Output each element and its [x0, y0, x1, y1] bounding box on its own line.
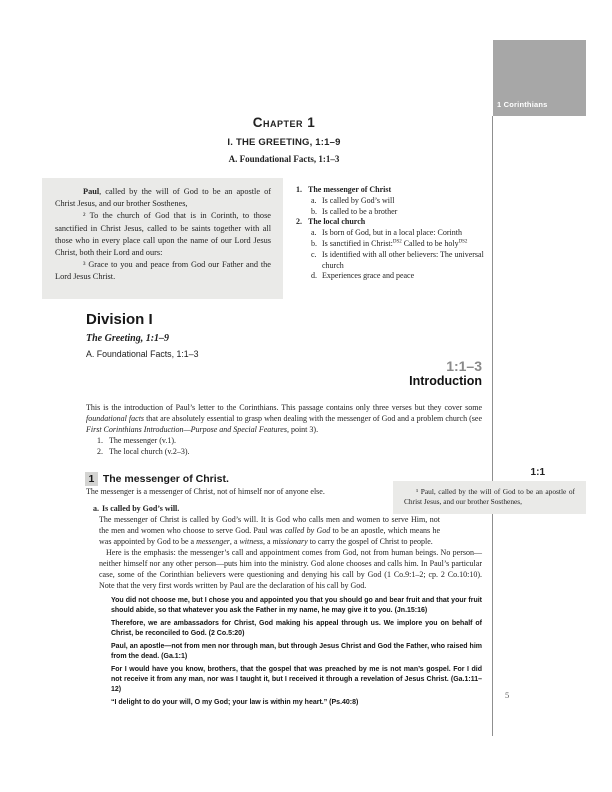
commentary-paragraph-1: The messenger of Christ is called by God’s will. It is God who calls men and women to serve Him, not the men and women who choose to serve God. Paul was called by God to be an apostle, which means he was appointed by God to be a messenger, a witness, a missionary to carry the gospel of Christ to people.	[99, 514, 482, 547]
outline-item: b. Is sanctified in Christ:$^{DS2}$ Called to be holy$^{DS2}$	[311, 238, 468, 248]
scripture-verse-2: ² To the church of God that is in Corinth, to those sanctified in Christ Jesus, called to be saints together with all those who in every place call upon the name of our Lord Jesus Christ, both their Lord and ours:	[55, 211, 271, 258]
point-title: The messenger of Christ.	[102, 473, 229, 485]
subpoint-a-body	[99, 514, 482, 708]
margin-verse-box: ¹ Paul, called by the will of God to be an apostle of Christ Jesus, and our brother Sosthenes,	[393, 481, 586, 514]
division-title: Division I	[86, 311, 153, 328]
division-outline-line: A. Foundational Facts, 1:1–3	[86, 349, 199, 359]
outline-item: a. Is born of God, but in a local place: Corinth	[311, 228, 462, 238]
division-block	[86, 311, 198, 359]
outline-item: a. Is called by God’s will	[311, 195, 395, 205]
scripture-verse-1: Paul, called by the will of God to be an apostle of Christ Jesus, and our brother Sosthenes,	[55, 187, 271, 209]
quote: “I delight to do your will, O my God; your law is within my heart.” (Ps.40:8)	[111, 699, 359, 706]
passage-outline	[296, 185, 484, 282]
quote: For I would have you know, brothers, that the gospel that was preached by me is not man’s gospel. For I did not receive it from any man, nor was I taught it, but I received it through a revelation of Jesus Christ. (Ga.1:11–12)	[111, 666, 482, 693]
outline-item: b. Is called to be a brother	[311, 206, 398, 216]
outline-item: 1. The messenger of Christ	[296, 185, 392, 194]
passage-reference: 1:1–3	[446, 358, 482, 374]
column-rule	[492, 116, 493, 736]
chapter-title: Chapter 1	[252, 115, 316, 130]
introduction-heading	[86, 359, 482, 388]
subpoint-a-heading: a. Is called by God’s will.	[93, 504, 180, 513]
outline-item: c. Is identified with all other believers: The universal church	[311, 249, 484, 270]
scripture-quotes	[111, 596, 482, 708]
page-number: 5	[505, 690, 510, 700]
point-number-badge: 1	[85, 472, 98, 486]
text-wrap-spacer	[440, 514, 482, 536]
outline-item: d. Experiences grace and peace	[311, 271, 415, 281]
outline-item: 2. The local church	[296, 217, 366, 227]
commentary-paragraph-2: Here is the emphasis: the messenger’s call and appointment comes from God, not from human beings. No person—neither himself nor any other person—puts him into the ministry. God alone chooses and calls him. In Paul’s particular case, some of the Corinthian believers were questioning and denying his call by God (1 Co.9:1–2; cp. 2 Co.10:10). Note that the very first words written by Paul are the declaration of his call by God.	[99, 548, 482, 590]
introduction-list	[97, 435, 482, 457]
division-subtitle: The Greeting, 1:1–9	[86, 333, 170, 344]
introduction-body	[86, 402, 482, 457]
subsection-heading: A. Foundational Facts, 1:1–3	[228, 154, 340, 164]
margin-verse-reference: 1:1	[530, 467, 545, 478]
list-item: 2. The local church (v.2–3).	[97, 447, 190, 456]
chapter-header	[86, 115, 482, 164]
section-heading: I. THE GREETING, 1:1–9	[227, 137, 341, 148]
subpoint-a	[93, 503, 482, 711]
point-1-heading	[85, 469, 229, 487]
book-edge-tab	[493, 40, 586, 116]
introduction-paragraph: This is the introduction of Paul’s letter to the Corinthians. This passage contains only three verses but they cover some foundational facts that are absolutely essential to grasp when dealing with the messenger of God and a problem church (see First Corinthians Introduction—Purpose and Special Features, point 3).	[86, 403, 482, 434]
scripture-text-box	[42, 178, 283, 299]
quote: Therefore, we are ambassadors for Christ, God making his appeal through us. We implore you on behalf of Christ, be reconciled to God. (2 Co.5:20)	[111, 620, 482, 637]
book-tab-label: 1 Corinthians	[497, 100, 548, 109]
introduction-label: Introduction	[409, 374, 482, 388]
point-lead-sentence: The messenger is a messenger of Christ, not of himself nor of anyone else.	[86, 487, 325, 496]
quote: Paul, an apostle—not from men nor through man, but through Jesus Christ and God the Father, who raised him from the dead. (Ga.1:1)	[111, 643, 482, 660]
scripture-verse-3: ³ Grace to you and peace from God our Father and the Lord Jesus Christ.	[55, 260, 271, 282]
subpoint-letter: a.	[93, 504, 99, 513]
list-item: 1. The messenger (v.1).	[97, 436, 177, 445]
quote: You did not choose me, but I chose you and appointed you that you should go and bear fruit and that your fruit should abide, so that whatever you ask the Father in my name, he may give it to you. (Jn.15:16)	[111, 597, 482, 614]
